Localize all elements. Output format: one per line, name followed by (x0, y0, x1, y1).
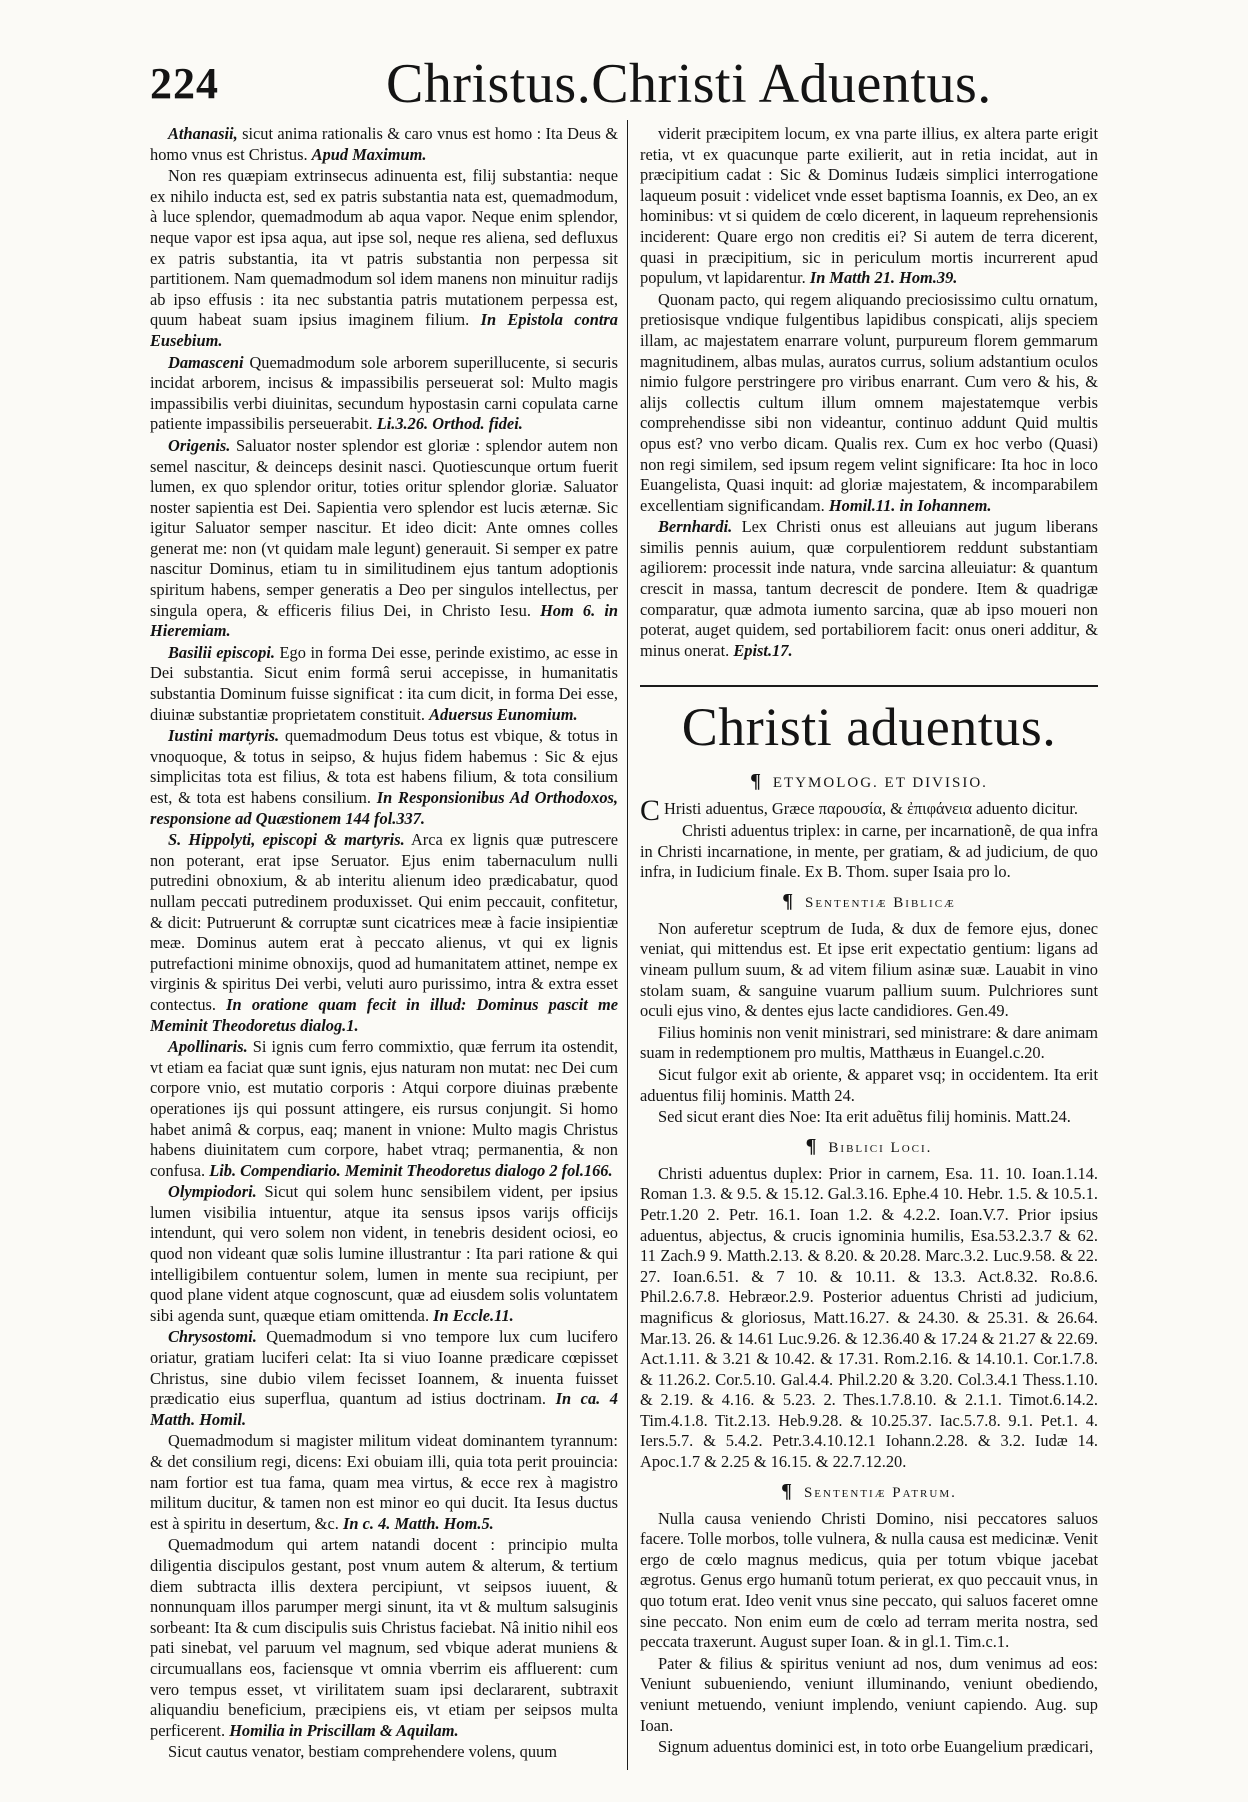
paragraph: Sicut fulgor exit ab oriente, & apparet vsq; in occidentem. Ita erit aduentus filij hominis. Matth 24. (640, 1064, 1098, 1105)
etymolog-paragraph (640, 794, 1098, 828)
source-attribution: Iustini martyris. (168, 726, 280, 746)
paragraph (150, 124, 618, 165)
biblicae-list (640, 919, 1098, 1128)
paragraph (150, 166, 618, 351)
source-attribution: Basilii episcopi. (168, 642, 275, 662)
source-attribution: Olympiodori. (168, 1182, 257, 1202)
source-attribution: Origenis. (168, 435, 231, 455)
pilcrow-icon: ¶ (805, 1134, 819, 1157)
subhead-etymolog-text: ETYMOLOG. ET DIVISIO. (772, 775, 988, 792)
source-attribution: S. Hippolyti, episcopi & martyris. (168, 830, 405, 850)
paragraph-text: Si ignis cum ferro commixtio, quæ ferrum ita ostendit, vt etiam ea faciat quæ sunt ignis, ejus naturam non mutat: nec Dei cum corpore vnio, est mutatio corporis : Atqui corpore diuinas præbente operationes ijs qui possunt attingere, eis rursus conjungit. Si homo habet animâ & corpus, eaq; manent in vnione: Multo magis Christus habens diuinitatem cum corpore, habet vtraq; permanentia, & non confusa. (150, 1037, 618, 1180)
paragraph-text: Ego in forma Dei esse, perinde existimo, ac esse in Dei substantia. Sicut enim formâ serui accepisse, in humanitatis substantia Dominum fuisse significat : ita cum dicit, in forma Dei esse, diuinæ substantiæ proprietatem constituit. (150, 642, 618, 724)
paragraph (150, 643, 618, 725)
etymolog-text: Hristi aduentus, Græce παρουσία, & ἐπιφάνεια aduento dicitur. (664, 799, 1078, 819)
citation-ref: Lib. Compendiario. Meminit Theodoretus dialogo 2 fol.166. (209, 1160, 613, 1180)
paragraph-text: Non res quæpiam extrinsecus adinuenta est, filij substantia: neque ex nihilo inducta est, sed ex patris substantia nata est, quemadmodum, à luce splendor, quemadmodum ab aqua vapor. Neque enim splendor, neque vapor est ipsa aqua, aut ipse sol, neque res aliena, sed defluxus ex patris substantia, ita vt patris substantia non perpessa sit partitionem. Nam quemadmodum sol idem manens non minuitur radijs ab ipso effusis : ita nec substantia patris mutationem perpessa est, quum habeat suam ipsius imaginem filium. (150, 166, 618, 330)
section-rule (640, 685, 1098, 687)
right-column (640, 124, 1098, 1764)
citation-ref: Hom 6. in Hieremiam. (150, 600, 618, 641)
paragraph: Signum aduentus dominici est, in toto orbe Euangelium prædicari, (658, 1737, 1094, 1757)
paragraph-text: Sicut cautus venator, bestiam comprehendere volens, quum (168, 1742, 557, 1762)
paragraph-text: Sicut qui solem hunc sensibilem vident, per ipsius lumen visibilia intuentur, atque ita sensus ipsos varijs officijs intendunt, qui vero solem non vident, in tenebris desident ociosi, eo quod non videant quæ solis lumine illustrantur : Ita pari ratione & qui intelligibilem contuentur solem, lumen in mente sua recipiunt, per quod plane vident atque cognoscunt, quæ ad eiusdem solis voluntatem sibi agenda sunt, quæque etiam omittenda. (150, 1182, 618, 1325)
paragraph-text: viderit præcipitem locum, ex vna parte illius, ex altera parte erigit retia, vt ex quacunque parte exilierit, aut in retia incidat, aut in præcipitium cadat : Sic & Dominus Iudæis simplici interrogatione laqueum posuit : videlicet vnde esset baptisma Ioannis, ex Deo, an ex hominibus: vt si quidem de cœlo dicerent, in laqueum reprehensionis inciderent: Quare ergo non creditis ei? Si autem de terra dicerent, quasi in præcipitium, sic in periculum mortis incurrerent apud populum, vt lapidarentur. (640, 124, 1098, 288)
citation-ref: Apud Maximum. (311, 144, 427, 164)
left-column (150, 124, 618, 1764)
paragraph-text: Arca ex lignis quæ putrescere non poterant, erat ipse Seruator. Ejus enim tabernaculum nulli putredini obnoxium, & ab interitu alienum ideo prædicabatur, quod nullam peccati putredinem produxisset. Qui enim peccauit, confitetur, & dicit: Putruerunt & corruptæ sunt cicatrices meæ à facie insipientiæ meæ. Dominus autem erat à peccato alienus, vt qui ex lignis putrefactioni minime obnoxijs, quod ad humanitatem attinet, nempe ex virginis & spiritus Dei verbi, veluti auro purissimo, intra & extra esset contectus. (150, 830, 618, 1014)
paragraph (150, 1182, 618, 1326)
subhead-biblicae-text: Sententiæ Biblicæ (805, 894, 956, 911)
paragraph: Pater & filius & spiritus veniunt ad nos, dum venimus ad eos: Veniunt subueniendo, veniunt illuminando, veniunt obediendo, veniunt metuendo, veniunt implendo, veniunt capiendo. Aug. sup Ioan. (640, 1653, 1098, 1735)
paragraph-text: Saluator noster splendor est gloriæ : splendor autem non semel nascitur, & deinceps desinit nasci. Quotiescunque ortum fuerit lumen, ex quo splendor oritur, toties oritur splendor gloriæ. Saluator noster sapientia est Dei. Sapientia vero splendor est lucis æternæ. Sic igitur Saluator semper nascitur. Et ideo dicit: Ante omnes colles generat me: non (vt quidam male legunt) generauit. Si semper ex patre nascitur Dominus, etiam tu in similitudinem ejus tantum adoptionis spiritum habens, semper generatis a Deo per singulos intellectus, per singula opera, & efficeris filius Dei, in Christo Iesu. (150, 435, 618, 620)
citation-ref: In Responsionibus Ad Orthodoxos, responsione ad Quæstionem 144 fol.337. (150, 788, 618, 828)
paragraph (150, 1327, 618, 1430)
citation-ref: In c. 4. Matth. Hom.5. (343, 1513, 494, 1533)
section-title: Christi aduentus. (681, 697, 1057, 758)
paragraph (150, 1431, 618, 1534)
page-header (150, 52, 1110, 122)
loci-paragraph: Christi aduentus duplex: Prior in carnem, Esa. 11. 10. Ioan.1.14. Roman 1.3. & 9.5. & 15.12. Gal.3.16. Ephe.4 10. Hebr. 1.5. & 10.5.1. Petr.1.20 2. Petr. 16.1. Ioan 1.2. & 4.2.2. Ioan.V.7. Prior ipsius aduentus, abjectus, & crucis ignominia humilis, Esa.53.2.3.7 & 62. 11 Zach.9 9. Matth.2.13. & 8.20. & 20.28. Marc.3.2. Luc.9.58. & 22. 27. Ioan.6.51. & 7 10. & 10.11. & 13.3. Act.8.32. Ro.8.6. Phil.2.6.7.8. Hebræor.2.9. Posterior aduentus Christi ad judicium, magnificus & gloriosus, Matt.16.27. & 24.30. & 25.31. & 26.64. Mar.13. 26. & 14.61 Luc.9.26. & 12.36.40 & 17.24 & 21.27 & 22.69. Act.1.11. & 3.21 & 10.42. & 17.31. Rom.2.16. & 14.10.1. Cor.1.7.8. & 11.26.2. Cor.5.10. Gal.4.4. Phil.2.20 & 3.20. Col.3.4.1 Thess.1.10. & 2.19. & 4.16. & 5.23. 2. Thes.1.7.8.10. & 2.1.1. Timot.6.14.2. Tim.4.1.8. Tit.2.13. Heb.9.28. & 10.25.37. Iac.5.7.8. 9.1. Pet.1. 4. Iers.5.7. & 5.4.2. Petr.3.4.10.12.1 Iohann.2.28. & 3.2. Iudæ 14. Apoc.1.7 & 2.25 & 16.15. & 22.7.12.20. (640, 1163, 1098, 1472)
source-attribution: Apollinaris. (168, 1037, 248, 1057)
paragraph-text: Quemadmodum si vno tempore lux cum lucifero oriatur, gratiam luciferi celat: Ita si viuo Ioanne prædicare cœpisset Christus, sine dubio vilem fecisset Ioannem, & inuenta fuisset prædicatio eius superflua, quantum ad istius doctrinam. (150, 1327, 618, 1409)
left-paragraphs (150, 124, 618, 1763)
paragraph: Filius hominis non venit ministrari, sed ministrare: & dare animam suam in redemptionem pro multis, Matthæus in Euangel.c.20. (640, 1022, 1098, 1063)
paragraph (640, 290, 1098, 517)
paragraph-text: Quonam pacto, qui regem aliquando preciosissimo cultu ornatum, pretiosisque vndique fulgentibus lapidibus conspicati, alijs speciem illam, ac majestatem enarrare volunt, purpureum florem gemmarum magnitudinem, albas mulas, auratos currus, solium adstantium oculos nimio fulgore perstringere pro viribus enarrant. Cum vero & his, & alijs collectis cultum illum omnem majestatemque verbis comprehendisse sibi non videantur, continuo addunt Quid multis opus est? vno verbo dicam. Qualis rex. Cum ex hoc verbo (Quasi) non regi similem, sed ipsum regem velint significare: Ita hoc in loco Euangelista, Quasi inquit: ad gloriæ majestatem, & incomparabilem excellentiam significandam. (640, 289, 1098, 515)
subhead-patrum-text: Sententiæ Patrum. (803, 1484, 957, 1501)
pilcrow-icon: ¶ (750, 770, 763, 793)
citation-ref: Homil.11. in Iohannem. (828, 495, 992, 515)
paragraph-text: Quemadmodum sole arborem superillucente, si securis incidat arborem, incisus & impassibilis perseuerat sol: Multo magis impassibilis verbi diuinitas, secundum hypostasin carni copulata carne patiente impassibilis perseuerabit. (150, 352, 618, 434)
citation-ref: Epist.17. (733, 640, 793, 660)
source-attribution: Chrysostomi. (168, 1327, 257, 1347)
subhead-biblicae (640, 891, 1098, 913)
running-title: Christus.Christi Aduentus. (386, 53, 992, 115)
paragraph (150, 353, 618, 435)
citation-ref: In oratione quam fecit in illud: Dominus pascit me Meminit Theodoretus dialog.1. (150, 994, 618, 1035)
paragraph (150, 830, 618, 1036)
pilcrow-icon: ¶ (781, 1479, 794, 1502)
source-attribution: Athanasii, (168, 124, 238, 143)
subhead-etymolog (640, 771, 1098, 793)
paragraph-text: sicut anima rationalis & caro vnus est homo : Ita Deus & homo vnus est Christus. (150, 124, 618, 164)
patrum-list (640, 1509, 1098, 1758)
paragraph-text: Quemadmodum si magister militum videat dominantem tyrannum: & det consilium regi, dicens: Exi obuiam illi, quia tota perit prouincia: nam fortior est tua fama, quam mea virtus, & ecce rex à magistro militum ducitur, & tamen non est minor eo qui ducit. Ita Iesus ductus est à spiritu in desertum, &c. (150, 1431, 618, 1533)
citation-ref: In ca. 4 Matth. Homil. (150, 1389, 618, 1429)
citation-ref: Aduersus Eunomium. (429, 704, 578, 724)
paragraph-text: Lex Christi onus est alleuians aut jugum liberans similis pennis auium, quæ corpulentiorem reddunt substantiam agiliorem: processit inde natura, vnde sarcina alleuiatur: & quantum crescit in massa, tantum decrescit de pondere. Item & quadrigæ comparatur, quæ admota iumento sarcina, quæ ab ipso moueri non poterat, auget quidem, sed portabiliorem facit: onus oneri additur, & minus onerat. (640, 517, 1098, 660)
subhead-loci-text: Biblici Loci. (828, 1139, 933, 1156)
subhead-patrum (640, 1481, 1098, 1503)
paragraph: Non auferetur sceptrum de Iuda, & dux de femore ejus, donec veniat, qui mittendus est. Et ipse erit expectatio gentium: ligans ad vineam pullum suum, & ad vitem filium asinæ suæ. Lauabit in vino stolam suam, & sanguine vuarum pallium suum. Pulchriores sunt oculi ejus vino, & dentes ejus lacte candidiores. Gen.49. (640, 918, 1098, 1021)
citation-ref: Li.3.26. Orthod. fidei. (376, 414, 523, 434)
citation-ref: In Matth 21. Hom.39. (809, 268, 958, 288)
pilcrow-icon: ¶ (782, 889, 795, 912)
citation-ref: Homilia in Priscillam & Aquilam. (229, 1720, 459, 1740)
citation-ref: In Epistola contra Eusebium. (150, 310, 618, 350)
paragraph-text: quemadmodum Deus totus est vbique, & totus in vnoquoque, & totus in seipso, & hujus fidem habemus : Sic & ejus simplicitas tota est filius, & tota est habens filium, & tota consilium est, & tota est habens consilium. (150, 726, 618, 807)
source-attribution: Damasceni (168, 352, 244, 372)
paragraph (640, 517, 1098, 661)
paragraph: Sed sicut erant dies Noe: Ita erit aduẽtus filij hominis. Matt.24. (658, 1107, 1071, 1127)
subhead-loci (640, 1136, 1098, 1158)
column-divider (627, 120, 628, 1770)
paragraph (150, 1535, 618, 1741)
paragraph (150, 726, 618, 829)
page-number: 224 (150, 59, 219, 108)
right-paragraphs (640, 124, 1098, 661)
source-attribution: Bernhardi. (658, 517, 733, 537)
division-paragraph: Christi aduentus triplex: in carne, per incarnationẽ, de qua infra in Christi incarnatione, in mente, per gratiam, & ad judicium, de quo infra, in Iudicium finale. Ex B. Thom. super Isaia pro lo. (640, 821, 1098, 882)
paragraph: Nulla causa veniendo Christi Domino, nisi peccatores saluos facere. Tolle morbos, tolle vulnera, & nulla causa est medicinæ. Venit ergo de cœlo magnus medicus, quia per totum vbique jacebat ægrotus. Genus ergo humanũ totum perierat, ex quo peccauit vnus, in quo totum erat. Ideo venit vnus sine peccato, qui saluos faceret omne sine peccato. Non enim eum de cœlo ad terram merita nostra, sed peccata traxerunt. August super Ioan. & in gl.1. Tim.c.1. (640, 1508, 1098, 1652)
paragraph (640, 124, 1098, 289)
citation-ref: In Eccle.11. (433, 1305, 514, 1325)
paragraph-text: Quemadmodum qui artem natandi docent : principio multa diligentia discipulos gestant, post vnum autem & alterum, & tertium diem subtracta illis dextera percipiunt, vt seipsos iuuent, & nonnunquam illos parumper mergi sinunt, ita vt & multum salsuginis sorbeant: Ita & cum discipulis suis Christus faciebat. Nâ initio nihil eos pati sinebat, vel paruum vel magnum, sed vbique aderat muniens & circumuallans eos, faciensque vt omnia vberrim eis affluerent: cum vero tempus esset, vt virilitatem suam ipsi declararent, subtraxit aliquandiu beneficium, præcipiens eis, vt etiam per seipsos multa perficerent. (150, 1535, 618, 1740)
drop-cap: C (640, 794, 661, 828)
paragraph (150, 1037, 618, 1181)
paragraph (150, 1742, 618, 1763)
paragraph (150, 436, 618, 642)
